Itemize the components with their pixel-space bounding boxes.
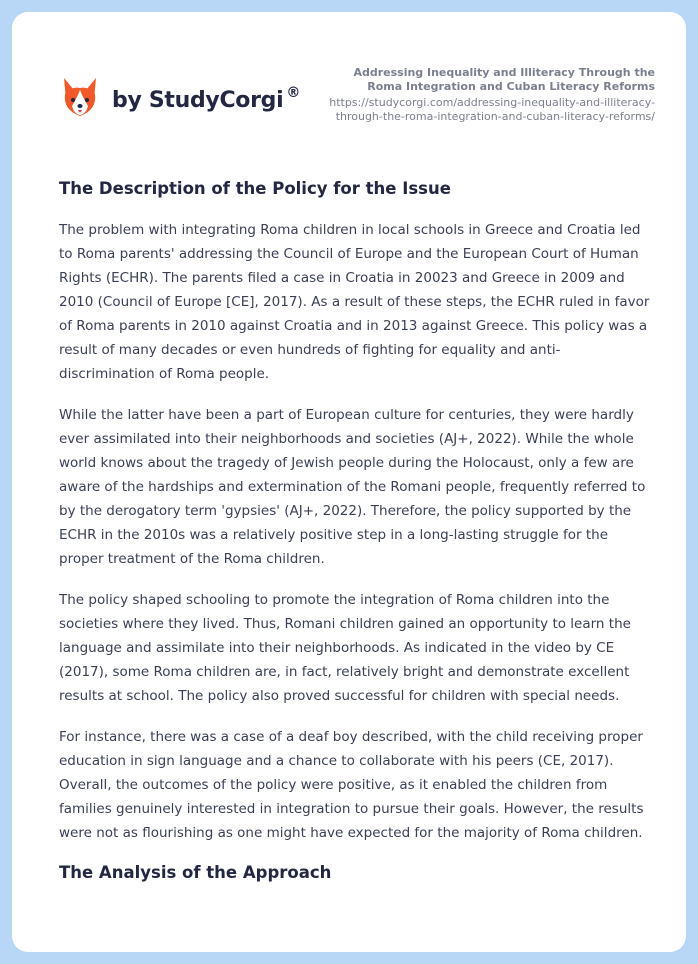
page-header xyxy=(12,12,686,152)
registered-mark: ® xyxy=(286,84,301,101)
paragraph: For instance, there was a case of a deaf boy described, with the child receiving proper education in sign language and a chance to collaborate with his peers (CE, 2017). Overall, the outcomes of the policy were positive, as it enabled the children from families genuinely interested in integration to pursue their goals. However, the results were not as flourishing as one might have expected for the majority of Roma children. xyxy=(59,729,644,841)
article-body xyxy=(59,172,653,884)
corgi-icon xyxy=(60,76,100,120)
brand-text: by StudyCorgi xyxy=(112,87,284,113)
meta-url[interactable]: https://studycorgi.com/addressing-inequality-and-illiteracy-through-the-roma-integration-and-cuban-literacy-reforms/ xyxy=(329,96,655,123)
studycorgi-logo[interactable] xyxy=(60,76,300,120)
document-meta xyxy=(315,66,655,124)
document-page xyxy=(12,12,686,952)
paragraph: While the latter have been a part of European culture for centuries, they were hardly ever assimilated into their neighborhoods and societies (AJ+, 2022). While the whole world knows about the tragedy of Jewish people during the Holocaust, only a few are aware of the hardships and extermination of the Romani people, frequently referred to by the derogatory term 'gypsies' (AJ+, 2022). Therefore, the policy supported by the ECHR in the 2010s was a relatively positive step in a long-lasting struggle for the proper treatment of the Roma children. xyxy=(59,407,646,567)
brand-name xyxy=(112,84,301,113)
section-heading-analysis: The Analysis of the Approach xyxy=(59,863,332,882)
section-heading-policy-description: The Description of the Policy for the Issue xyxy=(59,179,451,198)
paragraph: The problem with integrating Roma children in local schools in Greece and Croatia led to Roma parents' addressing the Council of Europe and the European Court of Human Rights (ECHR). The parents filed a case in Croatia in 20023 and Greece in 2009 and 2010 (Council of Europe [CE], 2017). As a result of these steps, the ECHR ruled in favor of Roma parents in 2010 against Croatia and in 2013 against Greece. This policy was a result of many decades or even hundreds of fighting for equality and anti-discrimination of Roma people. xyxy=(59,222,650,382)
paragraph: The policy shaped schooling to promote the integration of Roma children into the societies where they lived. Thus, Romani children gained an opportunity to learn the language and assimilate into their neighborhoods. As indicated in the video by CE (2017), some Roma children are, in fact, relatively bright and demonstrate excellent results at school. The policy also proved successful for children with special needs. xyxy=(59,592,631,704)
meta-title: Addressing Inequality and Illiteracy Through the Roma Integration and Cuban Literacy Reforms xyxy=(353,66,655,93)
